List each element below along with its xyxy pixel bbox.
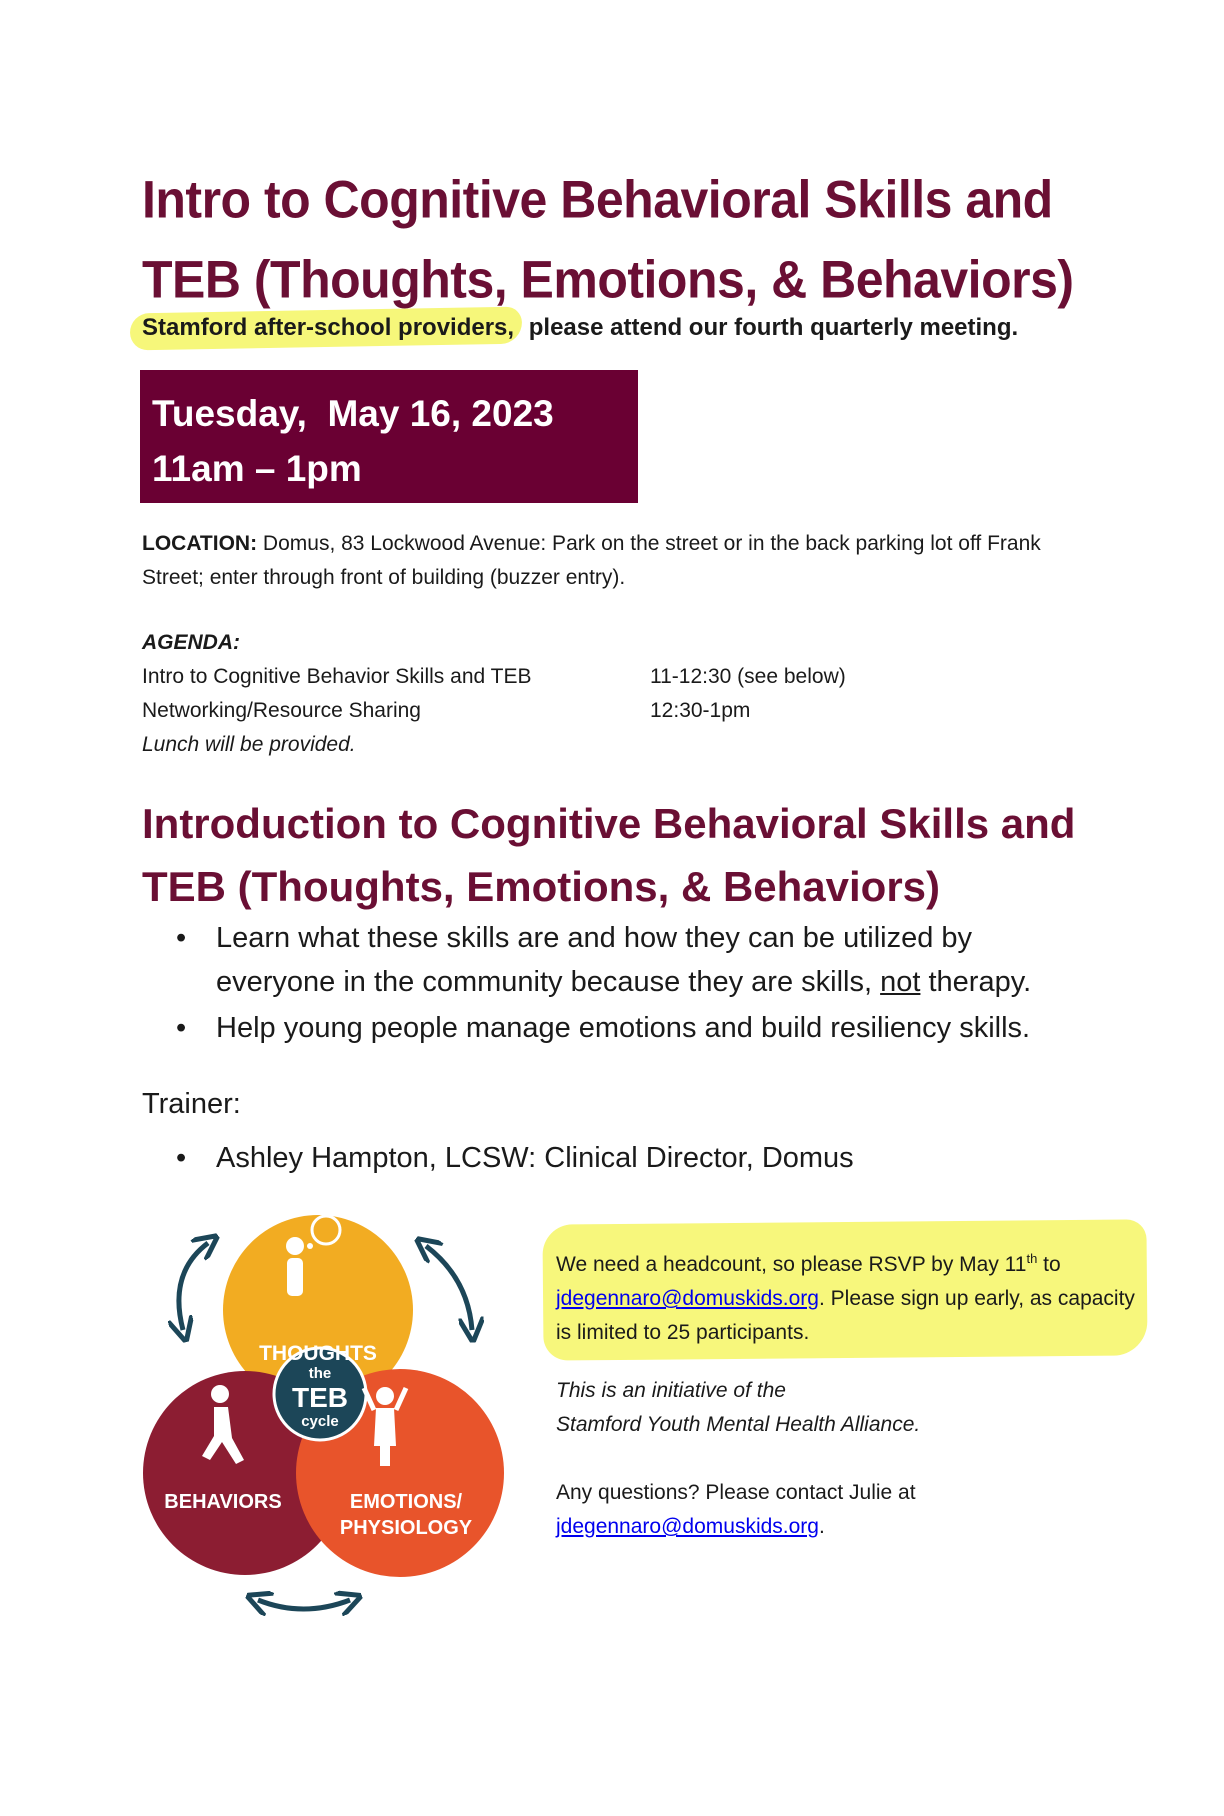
bullet-icon: • xyxy=(176,922,187,954)
list-item xyxy=(176,1006,1096,1050)
rsvp-text: . Please sign up early, as capacity is limited to 25 participants. xyxy=(556,1287,1135,1344)
bullet-text-part: Learn what these skills are and how they can be utilized by everyone in the community because they are skills, xyxy=(216,922,973,998)
agenda-row xyxy=(142,660,1072,694)
lunch-note: Lunch will be provided. xyxy=(142,733,356,756)
initiative-line-1: This is an initiative of the xyxy=(556,1379,786,1402)
emotions-label: EMOTIONS/ xyxy=(349,1491,463,1513)
behaviors-label: BEHAVIORS xyxy=(164,1491,282,1513)
trainer-list xyxy=(176,1136,854,1180)
highlighted-audience: Stamford after-school providers, xyxy=(130,310,522,347)
invitation-text: please attend our fourth quarterly meeting. xyxy=(522,314,1019,341)
contact-email-link[interactable]: jdegennaro@domuskids.org xyxy=(556,1515,819,1538)
rsvp-text: We need a headcount, so please RSVP by May 11 xyxy=(556,1253,1027,1276)
trainer-name: Ashley Hampton, LCSW: Clinical Director, Domus xyxy=(216,1142,854,1174)
section-title xyxy=(142,792,1122,918)
trainer-label: Trainer: xyxy=(142,1088,241,1120)
event-time: 11am – 1pm xyxy=(152,448,362,489)
date-time-box xyxy=(140,370,638,503)
agenda-row xyxy=(142,694,1072,728)
list-item xyxy=(176,916,1096,1004)
contact-paragraph xyxy=(556,1476,1136,1544)
bullet-emphasis: not xyxy=(880,966,921,998)
physiology-label: PHYSIOLOGY xyxy=(339,1517,473,1539)
agenda-activity: Networking/Resource Sharing xyxy=(142,699,421,722)
flyer-title-line-2: TEB (Thoughts, Emotions, & Behaviors) xyxy=(142,250,1074,310)
rsvp-superscript: th xyxy=(1026,1251,1038,1266)
teb-center-title: TEB xyxy=(292,1382,348,1413)
rsvp-paragraph xyxy=(556,1242,1136,1350)
agenda-time: 12:30-1pm xyxy=(650,699,751,722)
section-title-line-2: TEB (Thoughts, Emotions, & Behaviors) xyxy=(142,863,941,910)
thoughts-label: THOUGHTS xyxy=(259,1342,377,1365)
invitation-line xyxy=(142,314,1018,342)
location-paragraph xyxy=(142,527,1072,595)
agenda-activity: Intro to Cognitive Behavior Skills and TEB xyxy=(142,665,532,688)
initiative-line-2: Stamford Youth Mental Health Alliance. xyxy=(556,1413,921,1436)
bullet-icon: • xyxy=(176,1142,187,1174)
bullet-text: Help young people manage emotions and build resiliency skills. xyxy=(216,1012,1031,1044)
cycle-arrow-icon xyxy=(258,1600,350,1609)
section-title-line-1: Introduction to Cognitive Behavioral Skills and xyxy=(142,800,1076,847)
contact-text: Any questions? Please contact Julie at xyxy=(556,1481,916,1504)
rsvp-email-link[interactable]: jdegennaro@domuskids.org xyxy=(556,1287,819,1310)
agenda-section xyxy=(142,626,1072,762)
list-item xyxy=(176,1136,854,1180)
agenda-time: 11-12:30 (see below) xyxy=(650,665,846,688)
benefits-list xyxy=(176,916,1096,1052)
bullet-text-part: therapy. xyxy=(920,966,1032,998)
flyer-title-line-1: Intro to Cognitive Behavioral Skills and xyxy=(142,170,1053,230)
event-date: Tuesday, May 16, 2023 xyxy=(152,393,554,434)
flyer-title xyxy=(142,160,1122,320)
initiative-note xyxy=(556,1374,1136,1442)
teb-center-the: the xyxy=(308,1365,332,1382)
cycle-arrow-icon xyxy=(426,1246,472,1330)
bullet-icon: • xyxy=(176,1012,187,1044)
location-text: Domus, 83 Lockwood Avenue: Park on the street or in the back parking lot off Frank Street; enter through front of building (buzzer entry). xyxy=(142,532,1041,589)
cycle-arrow-icon xyxy=(179,1243,208,1330)
contact-end: . xyxy=(818,1515,825,1538)
location-label: LOCATION: xyxy=(142,532,258,555)
rsvp-text: to xyxy=(1037,1253,1061,1276)
teb-cycle-graphic xyxy=(138,1198,520,1628)
teb-center-cycle: cycle xyxy=(301,1413,339,1430)
agenda-heading: AGENDA: xyxy=(142,631,240,654)
